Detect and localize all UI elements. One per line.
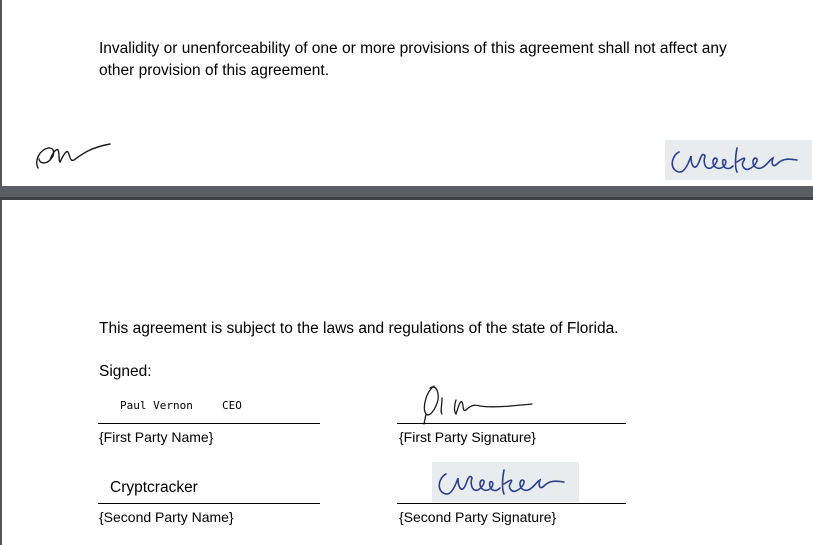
first-party-initials-signature [30,138,116,174]
first-party-typed-name: Paul Vernon [120,399,193,412]
first-party-name-line [98,423,320,424]
signed-label: Signed: [99,363,152,380]
first-party-signature-caption: {First Party Signature} [399,429,536,445]
page-2 [0,200,813,545]
invalidity-clause: Invalidity or unenforceability of one or more provisions of this agreement shall not affect any other provision of this agreement. [99,40,727,79]
first-party-signature-line [397,423,626,424]
second-party-signature-caption: {Second Party Signature} [399,509,557,525]
first-party-signature [412,378,537,426]
first-party-typed-title: CEO [222,399,242,412]
page-1 [0,0,813,186]
second-party-name-line [98,503,320,504]
second-party-signature [432,462,579,502]
second-party-signature-line [397,503,626,504]
second-party-name-caption: {Second Party Name} [99,509,234,525]
second-party-initials-signature [665,140,812,180]
page-separator [0,186,813,200]
first-party-name-caption: {First Party Name} [99,429,214,445]
governing-law-clause: This agreement is subject to the laws and regulations of the state of Florida. [99,320,619,337]
second-party-typed-name: Cryptcracker [110,479,198,496]
